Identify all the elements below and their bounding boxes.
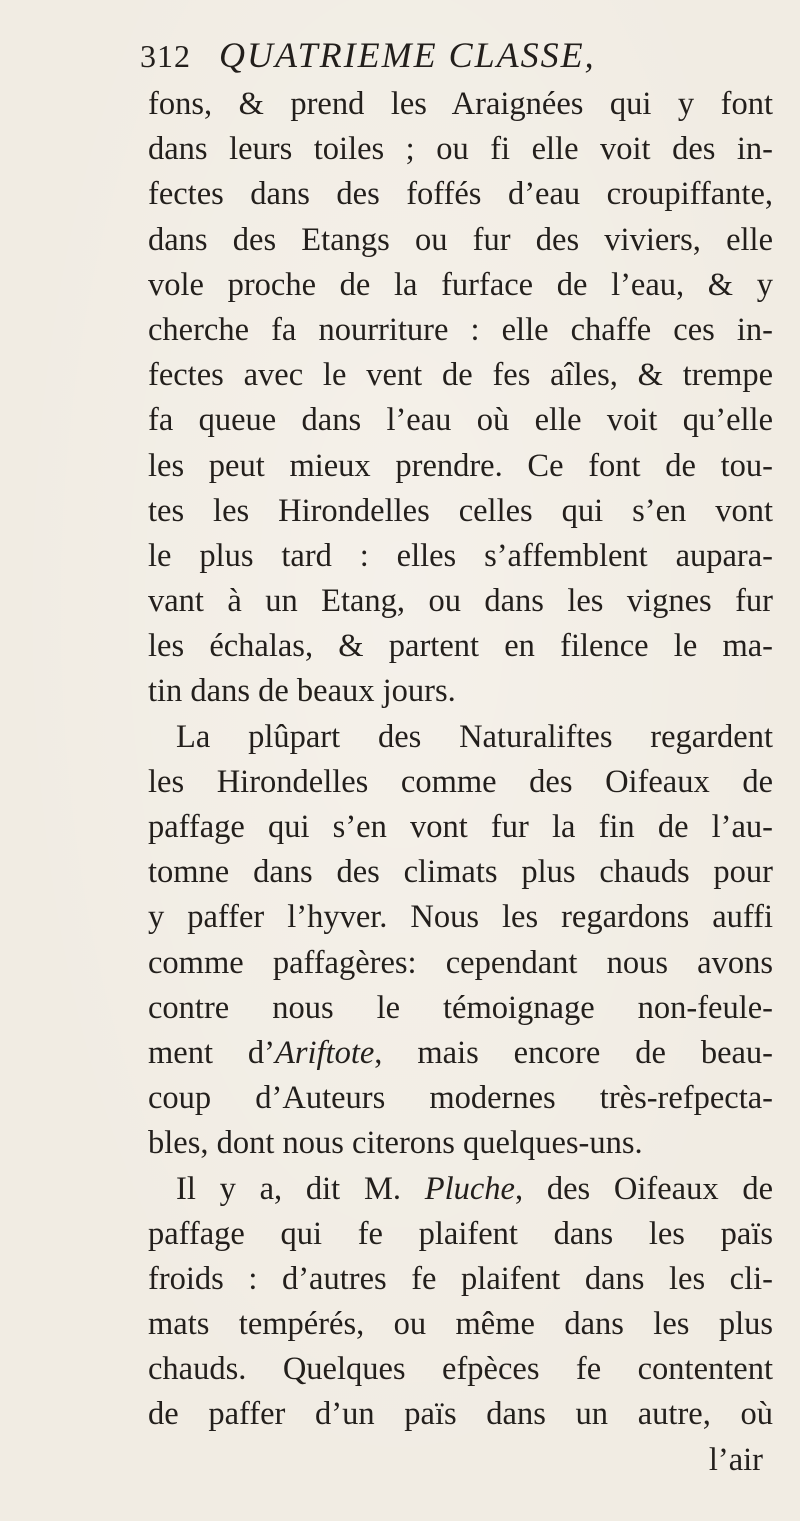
text-line: vant à un Etang, ou dans les vignes fur — [148, 583, 773, 620]
page-header — [140, 34, 780, 84]
text-line: dans des Etangs ou fur des viviers, elle — [148, 221, 773, 258]
page-number: 312 — [140, 38, 191, 74]
text-line: y paffer l’hyver. Nous les regardons auffi — [148, 899, 773, 936]
text-segment: ment d’ — [148, 1034, 275, 1071]
text-line: les peut mieux prendre. Ce font de tou- — [148, 447, 773, 484]
text-line: les échalas, & partent en filence le ma- — [148, 628, 773, 665]
text-line: les Hirondelles comme des Oifeaux de — [148, 763, 773, 800]
body-text — [148, 82, 773, 1483]
text-segment: , des Oifeaux de — [514, 1170, 774, 1207]
text-line — [148, 1031, 773, 1076]
text-line: vole proche de la furface de l’eau, & y — [148, 266, 773, 303]
text-line: tes les Hirondelles celles qui s’en vont — [148, 492, 773, 529]
text-line — [148, 1167, 773, 1212]
text-segment: Il y a, dit M. — [176, 1170, 425, 1207]
text-line: dans leurs toiles ; ou fi elle voit des in- — [148, 131, 773, 168]
text-line: comme paffagères: cependant nous avons — [148, 944, 773, 981]
text-line: chauds. Quelques efpèces fe contentent — [148, 1351, 773, 1388]
text-line: bles, dont nous citerons quelques-uns. — [148, 1125, 643, 1162]
text-line: coup d’Auteurs modernes très-refpecta- — [148, 1080, 773, 1117]
text-line: La plûpart des Naturaliftes regardent — [176, 718, 773, 755]
text-line: fectes dans des foffés d’eau croupiffante, — [148, 176, 773, 213]
text-line: le plus tard : elles s’affemblent aupara- — [148, 537, 773, 574]
italic-name: Ariftote — [275, 1034, 375, 1071]
text-line: paffage qui s’en vont fur la fin de l’au- — [148, 809, 773, 845]
text-line: froids : d’autres fe plaifent dans les cli- — [148, 1260, 773, 1297]
text-line: cherche fa nourriture : elle chaffe ces in- — [148, 311, 773, 348]
text-line: de paffer d’un païs dans un autre, où — [148, 1396, 773, 1433]
italic-name: Pluche — [424, 1170, 515, 1207]
text-line: l’air — [708, 1441, 763, 1478]
text-line: mats tempérés, ou même dans les plus — [148, 1306, 773, 1343]
text-line: fons, & prend les Araignées qui y font — [148, 86, 773, 122]
running-head: QUATRIEME CLASSE, — [219, 35, 596, 75]
text-line: contre nous le témoignage non-feule- — [148, 989, 773, 1026]
text-line: fectes avec le vent de fes aîles, & trempe — [148, 357, 773, 394]
text-line: fa queue dans l’eau où elle voit qu’elle — [148, 402, 773, 439]
text-line: paffage qui fe plaifent dans les païs — [148, 1215, 773, 1252]
text-line: tin dans de beaux jours. — [148, 673, 456, 710]
text-segment: , mais encore de beau- — [374, 1034, 773, 1071]
text-line: tomne dans des climats plus chauds pour — [148, 854, 773, 891]
